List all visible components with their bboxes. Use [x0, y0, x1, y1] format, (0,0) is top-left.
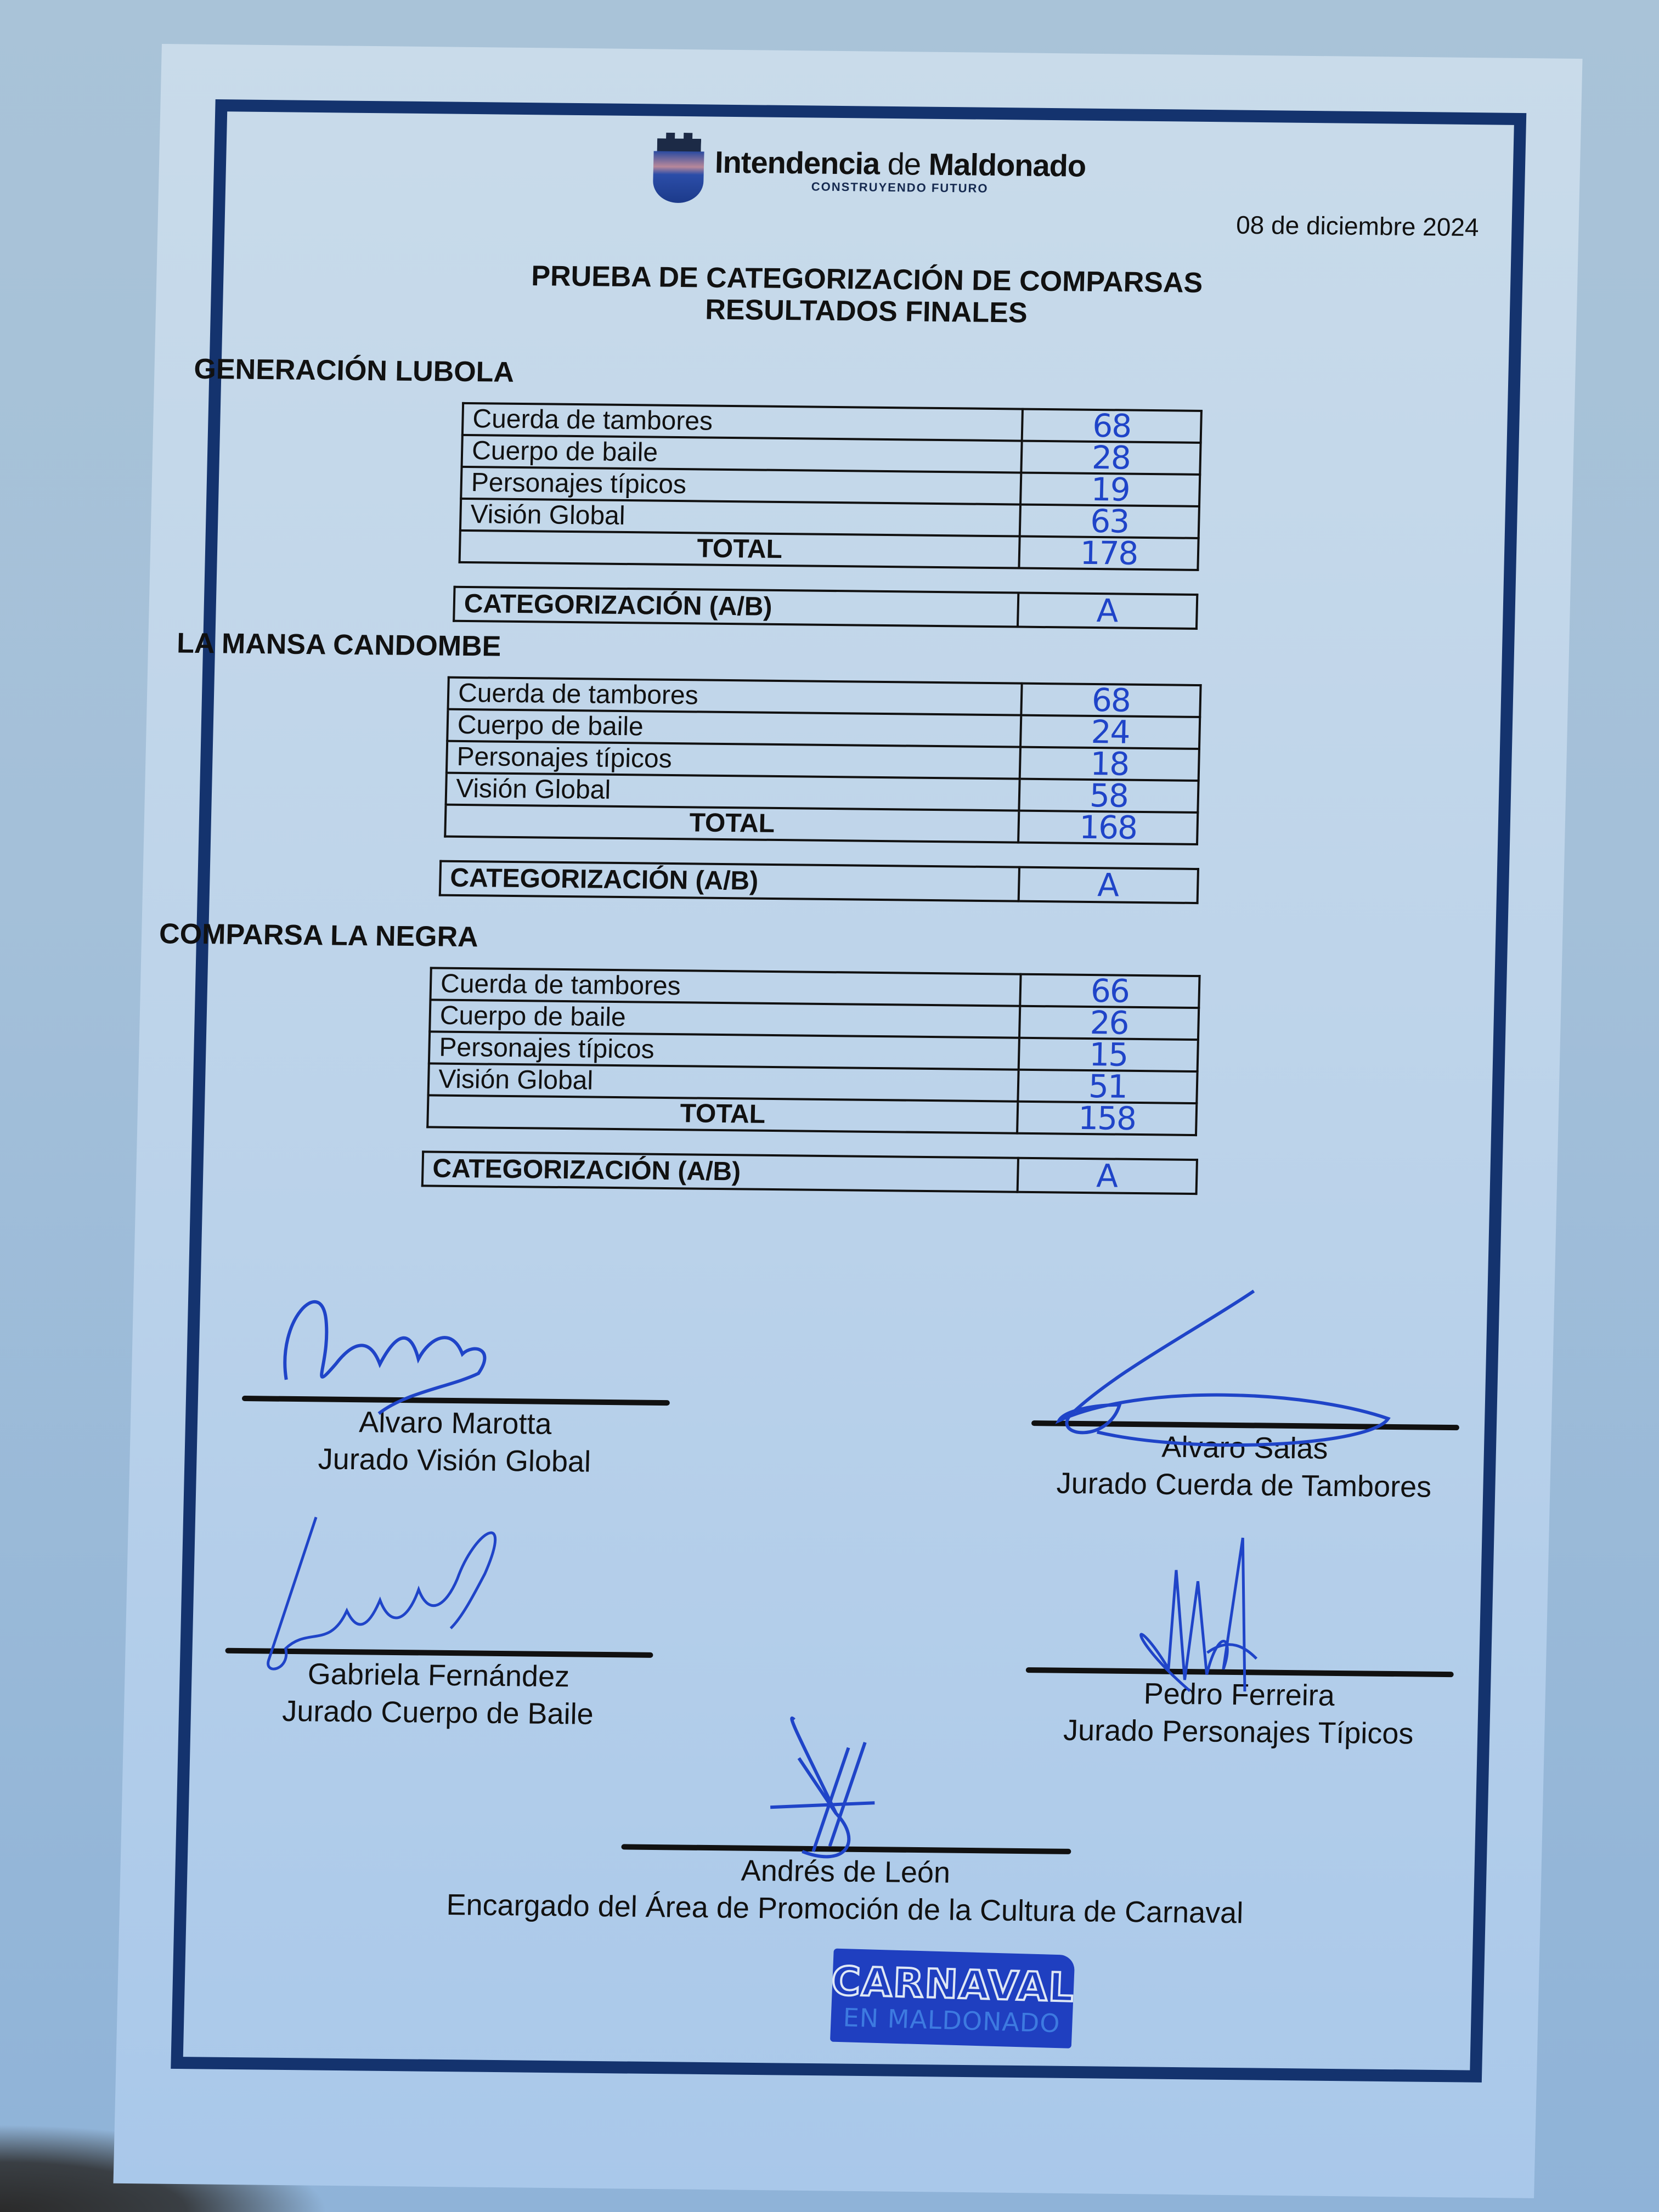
score-table	[426, 967, 1200, 1136]
signer-role: Jurado Cuerda de Tambores	[1056, 1466, 1432, 1504]
document-title: PRUEBA DE CATEGORIZACIÓN DE COMPARSAS RESULTADOS FINALES	[531, 260, 1203, 329]
score-baile: 24	[1020, 715, 1200, 749]
score-personajes: 18	[1020, 747, 1199, 781]
signer-role: Encargado del Área de Promoción de la Cultura de Carnaval	[445, 1888, 1244, 1930]
comparsa-name: COMPARSA LA NEGRA	[159, 918, 479, 953]
total-row: TOTAL 168	[445, 805, 1198, 844]
score-row: Visión Global 51	[428, 1063, 1198, 1103]
score-vision: 51	[1018, 1070, 1197, 1103]
org-header	[225, 128, 1514, 212]
document-sheet	[114, 44, 1583, 2198]
score-total: 168	[1018, 811, 1198, 844]
signer-name: Andrés de León	[741, 1854, 951, 1889]
category-value: A	[1018, 593, 1197, 629]
score-vision: 63	[1020, 505, 1199, 538]
comparsa-section-generacion-lubola	[193, 353, 1509, 630]
org-name: Intendencia de Maldonado	[714, 144, 1086, 183]
score-cuerda: 66	[1020, 974, 1199, 1008]
handwritten-signature-icon	[1025, 1525, 1413, 1715]
score-personajes: 15	[1019, 1038, 1198, 1071]
score-personajes: 19	[1020, 473, 1200, 506]
score-row: Visión Global 58	[446, 773, 1199, 812]
signer-name: Pedro Ferreira	[1143, 1677, 1335, 1712]
handwritten-signature-icon	[1031, 1278, 1419, 1446]
score-row: Personajes típicos 19	[461, 467, 1200, 506]
score-row: Cuerpo de baile 26	[430, 1000, 1199, 1040]
signature-block-vision-global	[240, 1396, 670, 1482]
signer-role: Jurado Personajes Típicos	[1063, 1713, 1414, 1751]
comparsa-name: GENERACIÓN LUBOLA	[193, 353, 515, 388]
score-row: Personajes típicos 18	[447, 741, 1199, 781]
comparsa-section-comparsa-la-negra	[159, 918, 1496, 1195]
score-table	[444, 676, 1201, 845]
score-vision: 58	[1019, 779, 1198, 812]
category-value: A	[1018, 1158, 1197, 1194]
org-brand	[714, 144, 1086, 196]
score-row: Cuerpo de baile 24	[447, 709, 1200, 749]
handwritten-signature-icon	[352, 1699, 1343, 1874]
comparsa-section-la-mansa-candombe	[176, 627, 1503, 904]
category-table: CATEGORIZACIÓN (A/B) A	[439, 860, 1199, 904]
signer-name: Alvaro Marotta	[358, 1406, 552, 1441]
category-table: CATEGORIZACIÓN (A/B) A	[453, 586, 1198, 630]
score-baile: 26	[1019, 1006, 1199, 1040]
total-row: TOTAL 158	[427, 1095, 1197, 1135]
signature-block-encargado	[351, 1841, 1340, 1934]
handwritten-signature-icon	[241, 1253, 574, 1421]
coat-of-arms-shield-icon	[652, 132, 704, 203]
signer-name: Gabriela Fernández	[307, 1657, 570, 1694]
signer-role: Jurado Visión Global	[318, 1442, 591, 1479]
score-row: Cuerda de tambores 68	[448, 678, 1201, 717]
handwritten-signature-icon	[224, 1505, 612, 1685]
document-date: 08 de diciembre 2024	[1235, 210, 1480, 242]
score-row: Cuerda de tambores 68	[462, 403, 1201, 443]
score-cuerda: 68	[1022, 409, 1201, 443]
score-row: Personajes típicos 15	[429, 1031, 1198, 1071]
comparsa-name: LA MANSA CANDOMBE	[176, 627, 501, 663]
document-frame	[159, 99, 1526, 2083]
score-baile: 28	[1021, 441, 1200, 475]
score-total: 178	[1019, 537, 1198, 570]
category-table: CATEGORIZACIÓN (A/B) A	[421, 1150, 1198, 1195]
score-row: Visión Global 63	[460, 499, 1199, 538]
signer-role: Jurado Cuerpo de Baile	[281, 1694, 594, 1731]
org-tagline: CONSTRUYENDO FUTURO	[811, 179, 989, 195]
carnaval-en-maldonado-logo: CARNAVAL EN MALDONADO	[830, 1949, 1075, 2049]
score-table	[459, 402, 1203, 571]
score-row: Cuerpo de baile 28	[462, 435, 1201, 475]
category-value: A	[1019, 867, 1198, 903]
signature-block-cuerda-tambores	[1030, 1420, 1459, 1507]
score-cuerda: 68	[1021, 684, 1200, 717]
signer-name: Alvaro Salas	[1161, 1430, 1329, 1465]
score-row: Cuerda de tambores 66	[430, 968, 1199, 1008]
score-total: 158	[1017, 1102, 1197, 1135]
total-row: TOTAL 178	[460, 531, 1199, 570]
